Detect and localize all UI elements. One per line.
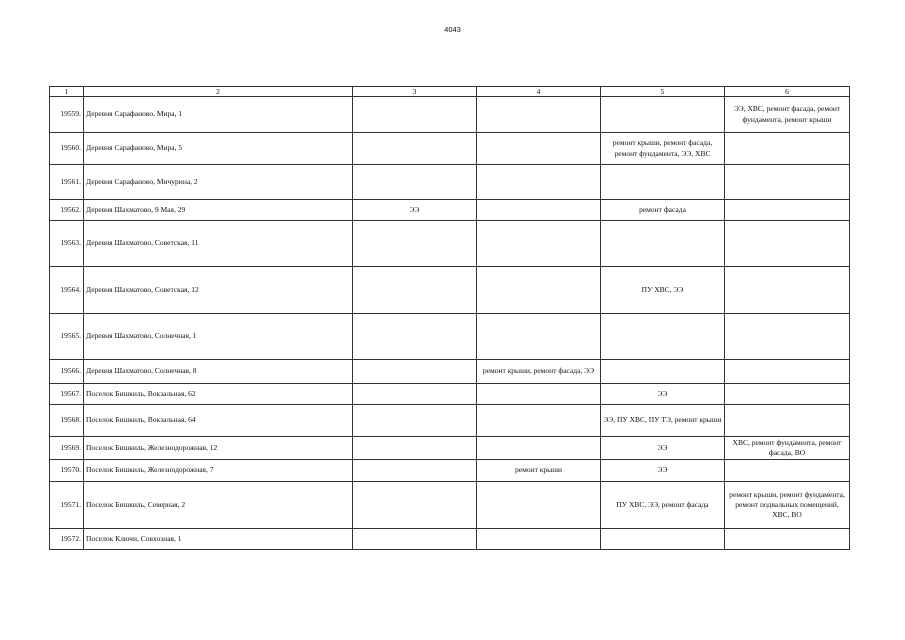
col5-cell: ЭЭ [601, 384, 725, 405]
table-row [50, 460, 850, 482]
table-row [50, 97, 850, 133]
col3-cell [353, 482, 477, 529]
row-number: 19567. [50, 384, 84, 405]
col4-cell [477, 314, 601, 360]
row-number: 19564. [50, 267, 84, 314]
col4-cell [477, 529, 601, 550]
col4-cell: ремонт крыши [477, 460, 601, 482]
col5-cell [601, 529, 725, 550]
col6-cell [725, 405, 850, 437]
address-cell: Поселок Бишкиль, Вокзальная, 64 [84, 405, 353, 437]
col5-cell: ЭЭ [601, 460, 725, 482]
address-cell: Деревня Шахматово, Советская, 12 [84, 267, 353, 314]
table-row [50, 133, 850, 165]
col4-cell [477, 267, 601, 314]
col4-cell [477, 482, 601, 529]
col3-cell [353, 460, 477, 482]
col3-cell [353, 133, 477, 165]
col4-cell [477, 221, 601, 267]
col3-cell [353, 221, 477, 267]
col6-cell [725, 165, 850, 200]
col3-cell [353, 165, 477, 200]
address-cell: Деревня Шахматово, Советская, 11 [84, 221, 353, 267]
row-number: 19561. [50, 165, 84, 200]
col3-cell [353, 97, 477, 133]
col3-cell [353, 405, 477, 437]
col3-cell [353, 437, 477, 460]
col4-cell [477, 384, 601, 405]
address-cell: Поселок Ключи, Совхозная, 1 [84, 529, 353, 550]
col6-cell: ремонт крыши, ремонт фундамента, ремонт подвальных помещений, ХВС, ВО [725, 482, 850, 529]
col6-cell: ХВС, ремонт фундамента, ремонт фасада, ВО [725, 437, 850, 460]
col4-cell [477, 165, 601, 200]
col6-cell [725, 384, 850, 405]
row-number: 19571. [50, 482, 84, 529]
address-cell: Поселок Бишкиль, Железнодорожная, 12 [84, 437, 353, 460]
col4-cell [477, 97, 601, 133]
row-number: 19562. [50, 200, 84, 221]
header-col-2: 2 [84, 87, 353, 97]
table-row [50, 529, 850, 550]
col3-cell: ЭЭ [353, 200, 477, 221]
col4-cell [477, 200, 601, 221]
col6-cell [725, 460, 850, 482]
table-row [50, 221, 850, 267]
col6-cell: ЭЭ, ХВС, ремонт фасада, ремонт фундамента, ремонт крыши [725, 97, 850, 133]
table-row [50, 200, 850, 221]
address-cell: Деревня Шахматово, Солнечная, 1 [84, 314, 353, 360]
col3-cell [353, 384, 477, 405]
row-number: 19560. [50, 133, 84, 165]
address-cell: Деревня Шахматово, Солнечная, 8 [84, 360, 353, 384]
col6-cell [725, 529, 850, 550]
col6-cell [725, 314, 850, 360]
row-number: 19559. [50, 97, 84, 133]
col4-cell [477, 405, 601, 437]
row-number: 19569. [50, 437, 84, 460]
address-cell: Деревня Сарафаново, Мира, 1 [84, 97, 353, 133]
col3-cell [353, 360, 477, 384]
col5-cell: ремонт фасада [601, 200, 725, 221]
header-col-4: 4 [477, 87, 601, 97]
col5-cell: ПУ ХВС, ЭЭ, ремонт фасада [601, 482, 725, 529]
table-row [50, 405, 850, 437]
table-row [50, 437, 850, 460]
col5-cell [601, 314, 725, 360]
page-number: 4043 [444, 25, 461, 34]
col4-cell: ремонт крыши, ремонт фасада, ЭЭ [477, 360, 601, 384]
table-row [50, 314, 850, 360]
registry-table [49, 86, 850, 550]
address-cell: Деревня Сарафаново, Мичурина, 2 [84, 165, 353, 200]
header-col-5: 5 [601, 87, 725, 97]
header-col-6: 6 [725, 87, 850, 97]
address-cell: Поселок Бишкиль, Вокзальная, 62 [84, 384, 353, 405]
row-number: 19572. [50, 529, 84, 550]
col3-cell [353, 314, 477, 360]
address-cell: Поселок Бишкиль, Северная, 2 [84, 482, 353, 529]
col4-cell [477, 437, 601, 460]
col5-cell [601, 221, 725, 267]
header-col-1: 1 [50, 87, 84, 97]
row-number: 19566. [50, 360, 84, 384]
col5-cell [601, 97, 725, 133]
col6-cell [725, 267, 850, 314]
row-number: 19563. [50, 221, 84, 267]
header-col-3: 3 [353, 87, 477, 97]
address-cell: Деревня Сарафаново, Мира, 5 [84, 133, 353, 165]
col3-cell [353, 267, 477, 314]
address-cell: Деревня Шахматово, 9 Мая, 29 [84, 200, 353, 221]
col5-cell: ЭЭ [601, 437, 725, 460]
row-number: 19570. [50, 460, 84, 482]
col3-cell [353, 529, 477, 550]
col5-cell [601, 360, 725, 384]
col5-cell [601, 165, 725, 200]
table-row [50, 482, 850, 529]
col6-cell [725, 200, 850, 221]
col5-cell: ПУ ХВС, ЭЭ [601, 267, 725, 314]
header-row [50, 87, 850, 97]
col5-cell: ремонт крыши, ремонт фасада, ремонт фундамента, ЭЭ, ХВС [601, 133, 725, 165]
row-number: 19565. [50, 314, 84, 360]
col6-cell [725, 133, 850, 165]
col6-cell [725, 221, 850, 267]
table-row [50, 165, 850, 200]
table-row [50, 267, 850, 314]
col5-cell: ЭЭ, ПУ ХВС, ПУ ТЭ, ремонт крыши [601, 405, 725, 437]
col4-cell [477, 133, 601, 165]
row-number: 19568. [50, 405, 84, 437]
table-row [50, 384, 850, 405]
table-row [50, 360, 850, 384]
col6-cell [725, 360, 850, 384]
address-cell: Поселок Бишкиль, Железнодорожная, 7 [84, 460, 353, 482]
